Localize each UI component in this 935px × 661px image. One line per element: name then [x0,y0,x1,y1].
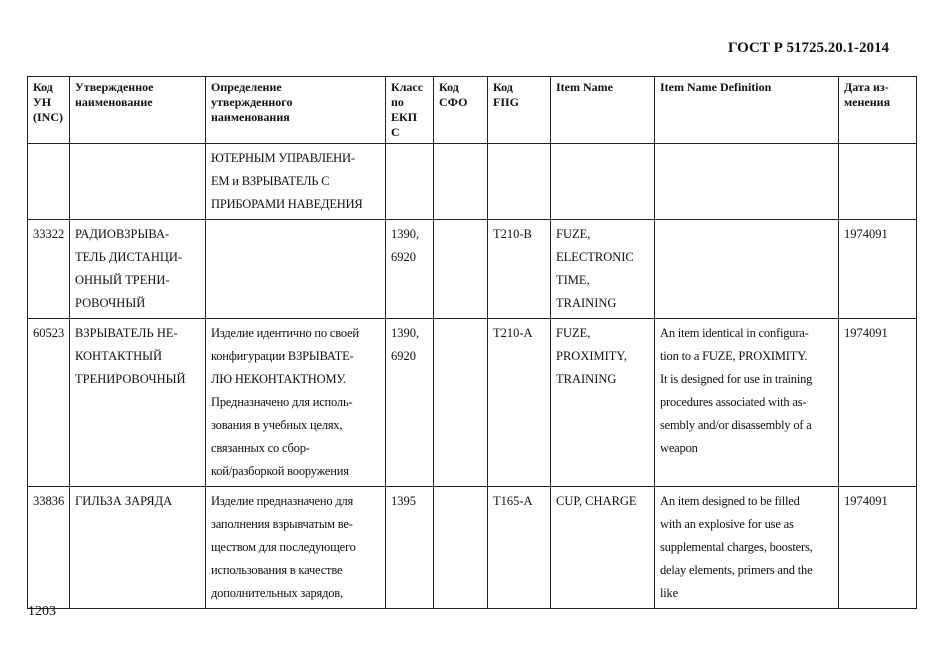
cell-approved-name: ВЗРЫВАТЕЛЬ НЕ- КОНТАКТНЫЙ ТРЕНИРОВОЧНЫЙ [70,319,206,487]
cell-approved-name [70,144,206,220]
cell-fiig [488,144,551,220]
table-row [28,144,917,220]
cell-definition [206,220,386,319]
header-class: Класс по ЕКП С [386,77,434,144]
cell-approved-name: РАДИОВЗРЫВА- ТЕЛЬ ДИСТАНЦИ- ОННЫЙ ТРЕНИ- РОВОЧНЫЙ [70,220,206,319]
table-header-row [28,77,917,144]
header-definition: Определение утвержденного наименования [206,77,386,144]
cell-sfo [434,319,488,487]
table-row [28,319,917,487]
cell-inc: 60523 [28,319,70,487]
cell-sfo [434,144,488,220]
cell-definition: ЮТЕРНЫМ УПРАВЛЕНИ- ЕМ и ВЗРЫВАТЕЛЬ С ПРИБОРАМИ НАВЕДЕНИЯ [206,144,386,220]
cell-class: 1390, 6920 [386,319,434,487]
table-row [28,487,917,609]
cell-date [839,144,917,220]
cell-approved-name: ГИЛЬЗА ЗАРЯДА [70,487,206,609]
header-sfo: Код СФО [434,77,488,144]
nomenclature-table [27,76,917,609]
cell-date: 1974091 [839,319,917,487]
cell-sfo [434,220,488,319]
cell-inc [28,144,70,220]
cell-fiig: T165-A [488,487,551,609]
header-item-name-definition: Item Name Definition [655,77,839,144]
cell-item-name-definition: An item identical in configura- tion to a FUZE, PROXIMITY. It is designed for use in training procedures associated with as- sembly and/or disassembly of a weapon [655,319,839,487]
cell-inc: 33836 [28,487,70,609]
cell-inc: 33322 [28,220,70,319]
cell-item-name-definition [655,220,839,319]
cell-date: 1974091 [839,487,917,609]
header-approved-name: Утвержденное наименование [70,77,206,144]
cell-definition: Изделие идентично по своей конфигурации ВЗРЫВАТЕ- ЛЮ НЕКОНТАКТНОМУ. Предназначено для исполь- зования в учебных целях, связанных со сбор- кой/разборкой вооружения [206,319,386,487]
table-row [28,220,917,319]
cell-sfo [434,487,488,609]
page-number: 1203 [28,604,56,619]
cell-item-name: FUZE, ELECTRONIC TIME, TRAINING [551,220,655,319]
cell-fiig: T210-A [488,319,551,487]
cell-item-name-definition: An item designed to be filled with an explosive for use as supplemental charges, boosters, delay elements, primers and the like [655,487,839,609]
cell-class [386,144,434,220]
header-fiig: Код FIIG [488,77,551,144]
header-inc: Код УН (INC) [28,77,70,144]
cell-date: 1974091 [839,220,917,319]
cell-item-name: CUP, CHARGE [551,487,655,609]
cell-definition: Изделие предназначено для заполнения взрывчатым ве- ществом для последующего использования в качестве дополнительных зарядов, [206,487,386,609]
cell-item-name [551,144,655,220]
cell-item-name-definition [655,144,839,220]
document-standard-number: ГОСТ Р 51725.20.1-2014 [727,40,889,56]
cell-fiig: T210-B [488,220,551,319]
cell-item-name: FUZE, PROXIMITY, TRAINING [551,319,655,487]
cell-class: 1390, 6920 [386,220,434,319]
cell-class: 1395 [386,487,434,609]
header-item-name: Item Name [551,77,655,144]
header-date: Дата из- менения [839,77,917,144]
